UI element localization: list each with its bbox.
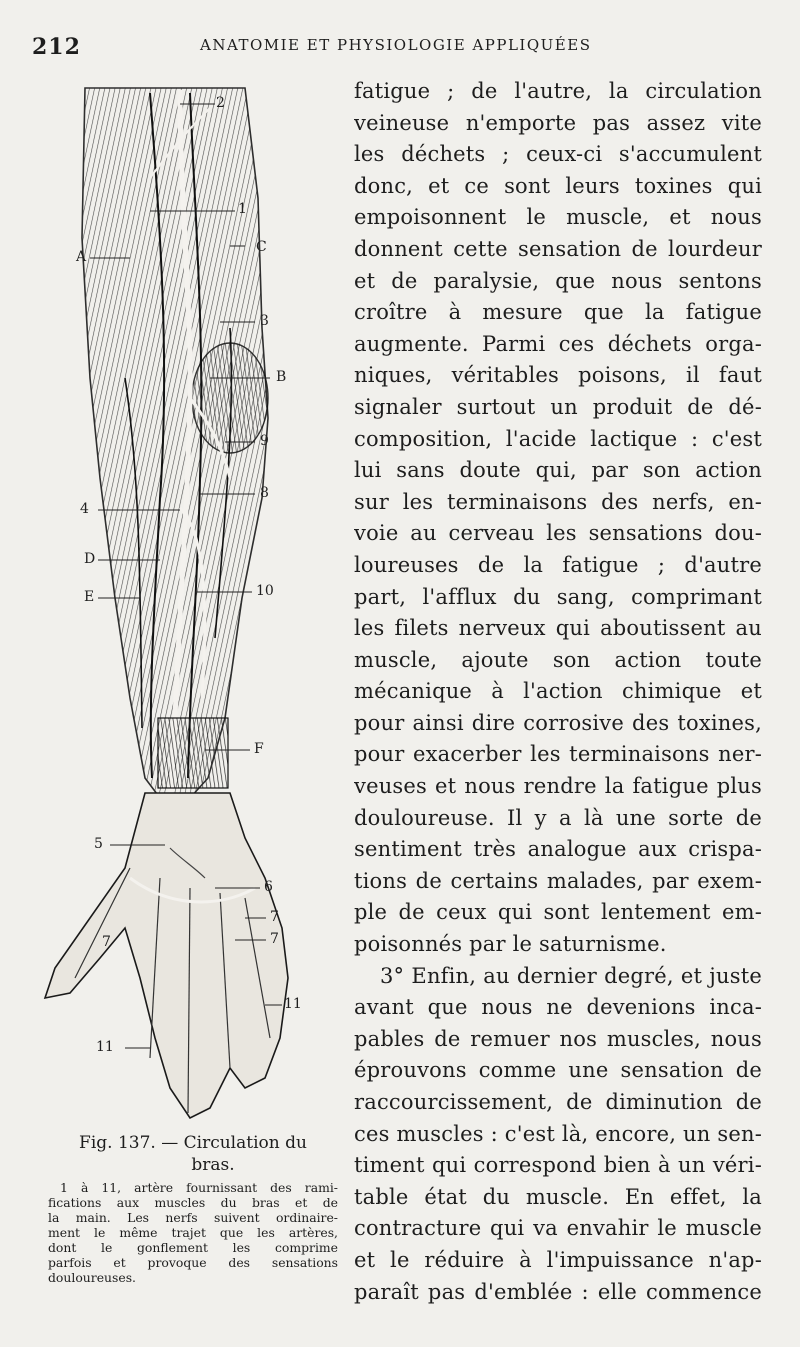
figure-label-A: A bbox=[76, 249, 87, 265]
figure-label-7-b: 7 bbox=[270, 931, 279, 947]
text-line: ces muscles : c'est là, encore, un sen- bbox=[354, 1121, 762, 1146]
caption-line: douloureuses. bbox=[48, 1270, 136, 1285]
figure-label-11-b: 11 bbox=[96, 1039, 114, 1055]
text-line: muscle, ajoute son action toute bbox=[354, 647, 762, 672]
text-line: voie au cerveau les sensations dou- bbox=[354, 521, 762, 546]
page-number: 212 bbox=[32, 34, 81, 60]
figure-label-2: 2 bbox=[216, 95, 225, 111]
figure-label-5: 5 bbox=[94, 836, 103, 852]
hand-outline bbox=[45, 793, 288, 1118]
text-line: douloureuse. Il y a là une sorte de bbox=[354, 805, 762, 830]
figure-label-F: F bbox=[254, 741, 264, 757]
text-line: table état du muscle. En effet, la bbox=[354, 1184, 762, 1209]
figure-label-11-a: 11 bbox=[284, 996, 302, 1012]
text-line: les déchets ; ceux-ci s'accumulent bbox=[354, 142, 762, 167]
caption-title-line-2: bras. bbox=[191, 1155, 235, 1175]
text-line: loureuses de la fatigue ; d'autre bbox=[354, 552, 762, 577]
text-line: les filets nerveux qui aboutissent au bbox=[354, 616, 762, 641]
text-line: paraît pas d'emblée : elle commence bbox=[354, 1279, 762, 1304]
text-line: pour exacerber les terminaisons ner- bbox=[354, 742, 762, 767]
text-line: mécanique à l'action chimique et bbox=[354, 679, 762, 704]
caption-line: 1 à 11, artère fournissant des rami- bbox=[60, 1180, 338, 1195]
figure-label-8: 8 bbox=[260, 485, 269, 501]
figure-label-E: E bbox=[84, 589, 95, 605]
figure-label-7-a: 7 bbox=[270, 909, 279, 925]
figure-label-9: 9 bbox=[260, 433, 269, 449]
caption-line: la main. Les nerfs suivent ordinaire- bbox=[48, 1210, 338, 1225]
text-line: contracture qui va envahir le muscle bbox=[354, 1216, 762, 1241]
caption-line: dont le gonflement les comprime bbox=[48, 1240, 338, 1255]
text-line: timent qui correspond bien à un véri- bbox=[354, 1153, 762, 1178]
text-line: 3° Enfin, au dernier degré, et juste bbox=[380, 963, 762, 988]
text-line: croître à mesure que la fatigue bbox=[354, 300, 762, 325]
text-line: et le réduire à l'impuissance n'ap- bbox=[354, 1247, 762, 1272]
figure-label-4: 4 bbox=[80, 501, 89, 517]
text-line: donnent cette sensation de lourdeur bbox=[354, 236, 762, 261]
text-line: fatigue ; de l'autre, la circulation bbox=[354, 79, 762, 103]
running-head: ANATOMIE ET PHYSIOLOGIE APPLIQUÉES bbox=[200, 36, 592, 54]
figure-label-7-c: 7 bbox=[102, 934, 111, 950]
text-line: poisonnés par le saturnisme. bbox=[354, 932, 667, 957]
arm-anatomy-illustration bbox=[30, 78, 350, 1138]
text-line: part, l'afflux du sang, comprimant bbox=[354, 584, 762, 609]
text-line: ple de ceux qui sont lentement em- bbox=[354, 900, 762, 925]
figure-caption-title bbox=[48, 1132, 338, 1176]
text-line: composition, l'acide lactique : c'est bbox=[354, 426, 762, 451]
text-line: veuses et nous rendre la fatigue plus bbox=[354, 774, 762, 799]
caption-line: fications aux muscles du bras et de bbox=[48, 1195, 338, 1210]
text-line: pables de remuer nos muscles, nous bbox=[354, 1026, 762, 1051]
page-header bbox=[32, 30, 772, 60]
figure-caption-body bbox=[48, 1180, 338, 1285]
text-line: veineuse n'emporte pas assez vite bbox=[354, 110, 762, 135]
text-line: pour ainsi dire corrosive des toxines, bbox=[354, 710, 762, 735]
text-line: tions de certains malades, par exem- bbox=[354, 868, 762, 893]
figure-label-10: 10 bbox=[256, 583, 274, 599]
main-text-column bbox=[354, 76, 762, 1308]
figure-label-D: D bbox=[84, 551, 96, 567]
text-line: éprouvons comme une sensation de bbox=[354, 1058, 762, 1083]
text-line: empoisonnent le muscle, et nous bbox=[354, 205, 762, 230]
text-line: signaler surtout un produit de dé- bbox=[354, 394, 762, 419]
text-line: raccourcissement, de diminution de bbox=[354, 1090, 762, 1114]
text-line: sentiment très analogue aux crispa- bbox=[354, 837, 762, 862]
text-line: niques, véritables poisons, il faut bbox=[354, 363, 762, 388]
caption-title-line-1: Fig. 137. — Circulation du bbox=[79, 1133, 307, 1153]
figure-label-3: 3 bbox=[260, 313, 269, 329]
arm-circulation-figure bbox=[30, 78, 350, 1138]
text-line: et de paralysie, que nous sentons bbox=[354, 268, 762, 293]
caption-line: parfois et provoque des sensations bbox=[48, 1255, 338, 1270]
figure-label-C: C bbox=[256, 239, 267, 255]
figure-label-B: B bbox=[276, 369, 287, 385]
text-line: sur les terminaisons des nerfs, en- bbox=[354, 489, 762, 514]
caption-line: ment le même trajet que les artères, bbox=[48, 1225, 338, 1240]
text-line: lui sans doute qui, par son action bbox=[354, 458, 762, 483]
figure-label-6: 6 bbox=[264, 879, 273, 895]
text-line: donc, et ce sont leurs toxines qui bbox=[354, 173, 762, 198]
text-line: augmente. Parmi ces déchets orga- bbox=[354, 331, 762, 356]
figure-label-1: 1 bbox=[238, 201, 247, 217]
text-line: avant que nous ne devenions inca- bbox=[354, 995, 762, 1020]
